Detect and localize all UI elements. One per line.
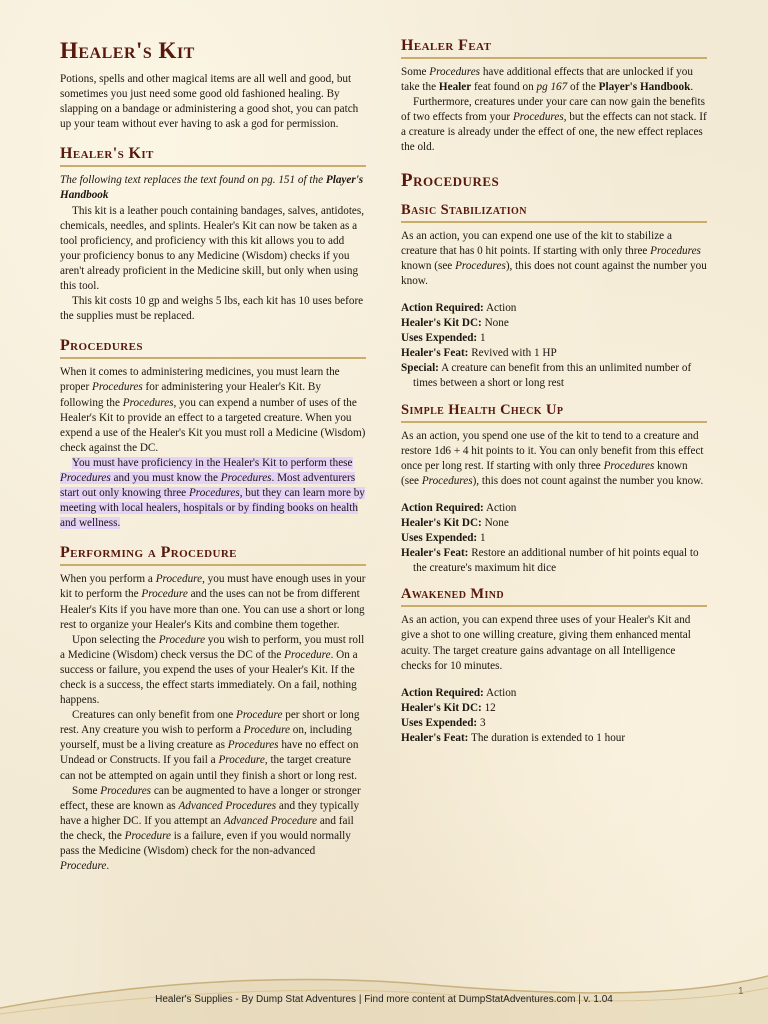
procedure-heading-simple-health-check: Simple Health Check Up	[401, 402, 707, 423]
stat-kit-dc: Healer's Kit DC: None	[401, 317, 509, 330]
procedures-paragraph-1: When it comes to administering medicines, you must learn the proper Procedures for administering your Healer's Kit. By following the Procedures, you can expend a number of uses of the Healer's Kit to provide an effect to a targeted creature. When you expend a use of the Healer's Kit you must roll a Medicine (Wisdom) check against the DC.	[60, 366, 366, 454]
stat-uses-expended: Uses Expended: 3	[401, 716, 486, 729]
performing-paragraph-1: When you perform a Procedure, you must have enough uses in your kit to perform the Procedure and the uses can not be from different Healer's Kits if you have more than one. You can use a short or long rest to organize your Healer's Kits and combine them together.	[60, 573, 366, 631]
intro-paragraph: Potions, spells and other magical items are all well and good, but sometimes you just need some good old fashioned healing. By slapping on a bandage or administering a good shot, you can patch up your team without ever having to ask a god for permission.	[60, 73, 359, 131]
stat-action-required: Action Required: Action	[401, 301, 517, 314]
feat-paragraph-1: Some Procedures have additional effects that are unlocked if you take the Healer feat found on pg 167 of the Player's Handbook.	[401, 66, 694, 94]
stat-action-required: Action Required: Action	[401, 501, 517, 514]
stat-healers-feat: Healer's Feat: Restore an additional number of hit points equal to the creature's maximum hit dice	[401, 547, 699, 575]
replacement-note: The following text replaces the text found on pg. 151 of the Player's Handbook	[60, 174, 364, 202]
stat-action-required: Action Required: Action	[401, 686, 517, 699]
left-column	[60, 36, 366, 874]
page-title: Healer's Kit	[60, 38, 195, 63]
section-heading-healers-kit: Healer's Kit	[60, 144, 366, 167]
basic-stabilization-description: As an action, you can expend one use of the kit to stabilize a creature that has 0 hit points. If starting with only three Procedures known (see Procedures), this does not count against the number you know.	[401, 229, 707, 287]
health-check-description: As an action, you spend one use of the kit to tend to a creature and restore 1d6 + 4 hit points to it. You can only benefit from this effect once per long rest. If starting with only three Procedures known (see Procedures), this does not count against the number you know.	[401, 429, 704, 487]
procedures-paragraph-2: You must have proficiency in the Healer's Kit to perform these Procedures and you must know the Procedures. Most adventurers start out only knowing three Procedures, but they can learn more by meeting with local healers, hospitals or by finding books on health and wellness.	[60, 456, 365, 530]
procedure-heading-awakened-mind: Awakened Mind	[401, 586, 707, 607]
stat-uses-expended: Uses Expended: 1	[401, 332, 486, 345]
procedure-heading-basic-stabilization: Basic Stabilization	[401, 202, 707, 223]
stat-uses-expended: Uses Expended: 1	[401, 532, 486, 545]
section-heading-procedures: Procedures	[60, 336, 366, 359]
section-heading-performing: Performing a Procedure	[60, 543, 366, 566]
page-number: 1	[738, 986, 744, 997]
stat-kit-dc: Healer's Kit DC: None	[401, 516, 509, 529]
stat-special: Special: A creature can benefit from this an unlimited number of times between a short or long rest	[401, 362, 692, 390]
stat-kit-dc: Healer's Kit DC: 12	[401, 701, 496, 714]
performing-paragraph-3: Creatures can only benefit from one Procedure per short or long rest. Any creature you wish to perform a Procedure on, including yourself, must be a living creature as Procedures have no effect on Undead or Constructs. If you fail a Procedure, the target creature can not be attempted on again until they finish a short or long rest.	[60, 709, 360, 782]
procedures-title: Procedures	[401, 169, 500, 191]
stat-healers-feat: Healer's Feat: The duration is extended to 1 hour	[401, 732, 626, 744]
performing-paragraph-2: Upon selecting the Procedure you wish to perform, you must roll a Medicine (Wisdom) check versus the DC of the Procedure. On a success or failure, you expend the uses of your Healer's Kit. If the check is a success, the effect starts immediately. On a fail, nothing happens.	[60, 633, 365, 707]
awakened-mind-description: As an action, you can expend three uses of your Healer's Kit and give a shot to one willing creature, giving them enhanced mental acuity. The target creature gains advantage on all Intelligence checks for 10 minutes.	[401, 614, 691, 672]
feat-paragraph-2: Furthermore, creatures under your care can now gain the benefits of two effects from your Procedures, but the effects can not stack. If a creature is already under the effect of one, the new effect replaces the old.	[401, 96, 707, 154]
section-heading-healer-feat: Healer Feat	[401, 36, 707, 59]
right-column	[401, 36, 707, 746]
stat-healers-feat: Healer's Feat: Revived with 1 HP	[401, 347, 557, 360]
page-footer: Healer's Supplies - By Dump Stat Adventures | Find more content at DumpStatAdventures.com | v. 1.04	[155, 994, 613, 1005]
kit-cost: This kit costs 10 gp and weighs 5 lbs, each kit has 10 uses before the supplies must be replaced.	[60, 295, 364, 323]
kit-description: This kit is a leather pouch containing bandages, salves, antidotes, chemicals, needles, and splints. Healer's Kit can now be taken as a tool proficiency, and proficiency with this kit allows you to add your proficiency bonus to any Medicine (Wisdom) checks if you aren't already proficient in the Medicine skill, but only when using this tool.	[60, 204, 365, 293]
performing-paragraph-4: Some Procedures can be augmented to have a longer or stronger effect, these are known as Advanced Procedures and they typically have a higher DC. If you attempt an Advanced Procedure and fail the check, the Procedure is a failure, even if you would normally pass the Medicine (Wisdom) check for the non-advanced Procedure.	[60, 784, 361, 873]
